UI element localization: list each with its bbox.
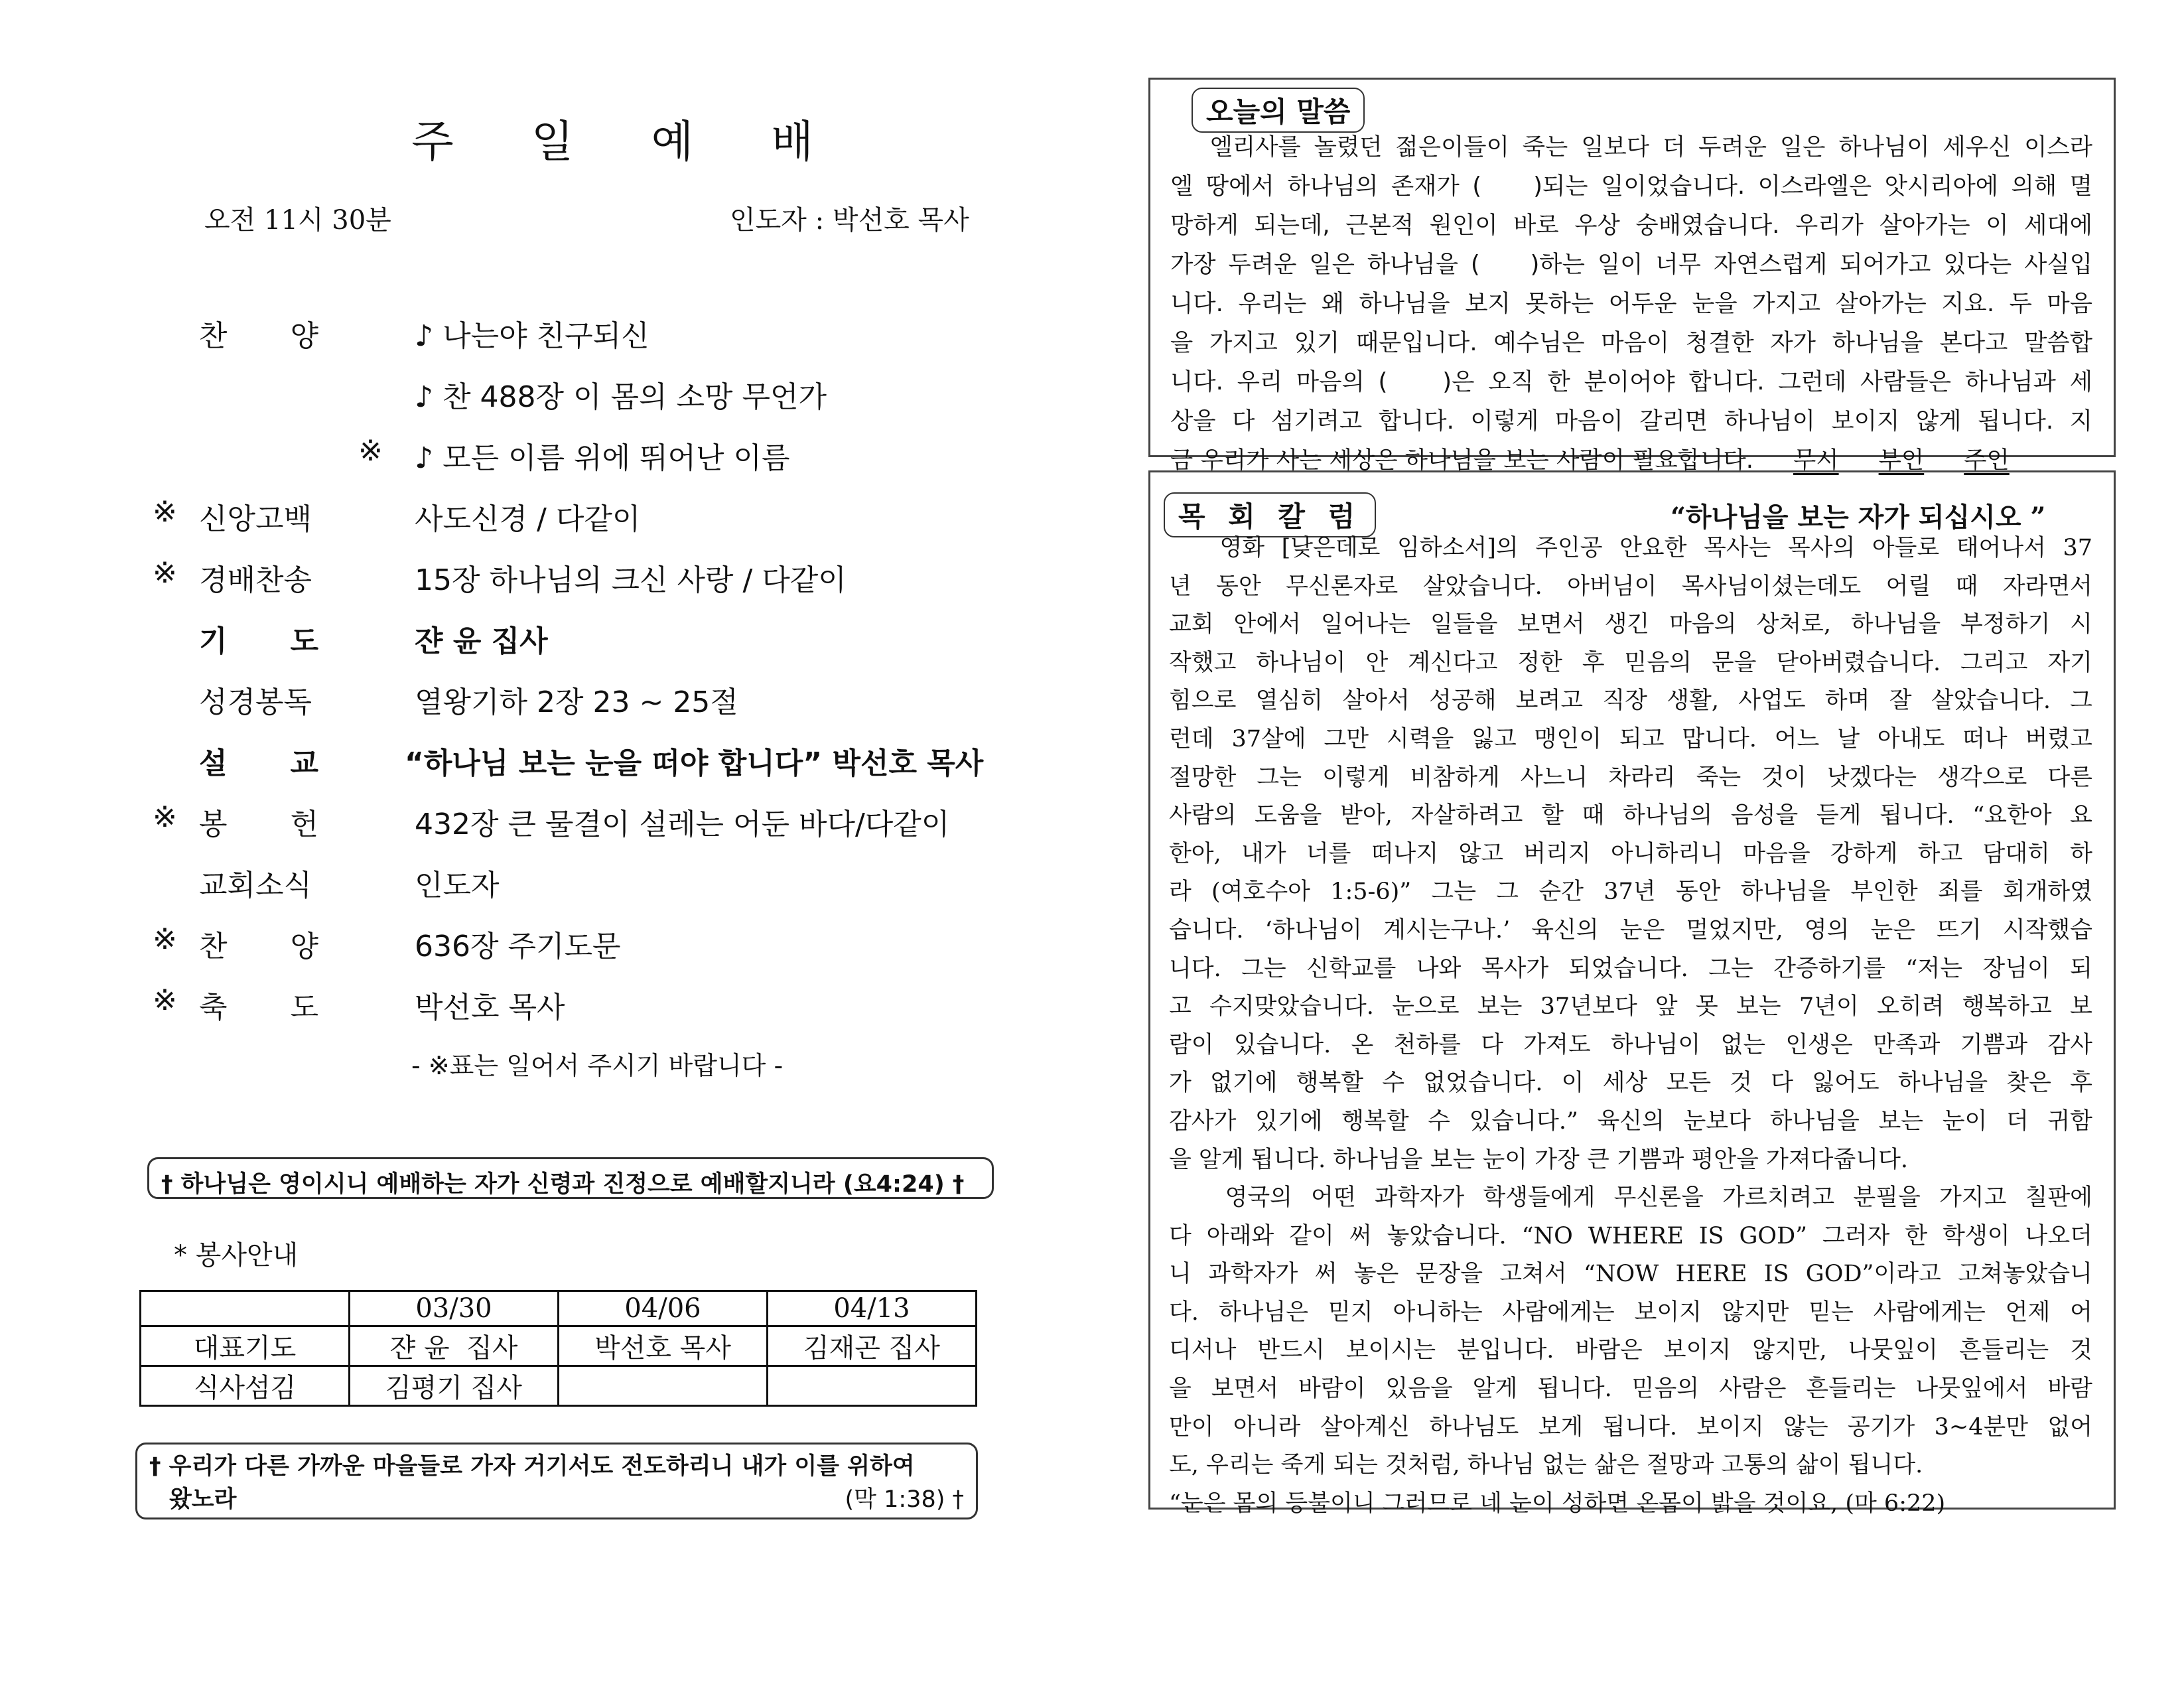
table-cell — [768, 1366, 977, 1406]
order-label-part: 설 — [199, 746, 228, 780]
text-line: 니다. 우리는 왜 하나님을 보지 못하는 어두운 눈을 가지고 살아가는 지요. 두 마음 — [1170, 290, 2092, 317]
text-line: 라 (여호수아 1:5-6)” 그는 그 순간 37년 동안 하나님을 부인한 죄를 회개하였 — [1169, 879, 2092, 906]
order-value: ♪ 찬 488장 이 몸의 소망 무언가 — [415, 380, 827, 414]
order-label-part: 신앙고백 — [199, 502, 312, 536]
table-cell: 박선호 목사 — [559, 1326, 768, 1366]
order-item — [153, 556, 1081, 596]
order-item — [153, 617, 1081, 657]
order-label — [199, 617, 318, 660]
text-line: 영화 [낮은데로 임하소서]의 주인공 안요한 목사는 목사의 아들로 태어나서 37 — [1169, 535, 2092, 561]
table-header-row — [141, 1291, 977, 1326]
text-line: 을 가지고 있기 때문입니다. 예수님은 마음이 청결한 자가 하나님을 본다고 말씀합 — [1170, 329, 2092, 356]
order-label-part: 교회소식 — [199, 869, 312, 902]
text-line: 영국의 어떤 과학자가 학생들에게 무신론을 가르치려고 분필을 가지고 칠판에 — [1169, 1184, 2092, 1212]
order-label-part: 봉 — [199, 808, 228, 841]
order-label — [199, 983, 318, 1026]
text-line: 습니다. ‘하나님이 계시는구나.’ 육신의 눈은 멀었지만, 영의 눈은 뜨기 시작했습 — [1169, 916, 2092, 944]
order-label — [199, 861, 312, 904]
table-cell: 대표기도 — [141, 1326, 350, 1366]
scripture-verse-john — [147, 1157, 994, 1199]
text-line: 교회 안에서 일어나는 일들을 보면서 생긴 마음의 상처로, 하나님을 부정하기 시 — [1169, 611, 2092, 638]
standing-mark: ※ — [153, 922, 177, 956]
text-line: 을 보면서 바람이 있음을 알게 됩니다. 믿음의 사람은 흔들리는 나뭇잎에서 바람 — [1169, 1375, 2092, 1403]
verse-text: † 하나님은 영이시니 예배하는 자가 신령과 진정으로 예배할지니라 (요4:24) † — [161, 1171, 965, 1198]
order-item — [153, 983, 1081, 1023]
text-line: 니 과학자가 써 놓은 문장을 고쳐서 “NOW HERE IS GOD”이라고 고쳐놓았습니 — [1169, 1261, 2092, 1288]
order-label-part: 교 — [290, 746, 318, 780]
order-item — [153, 312, 1081, 352]
standing-mark: ※ — [153, 495, 177, 529]
table-cell: 쟌 윤 집사 — [350, 1326, 559, 1366]
scripture-verse-mark — [135, 1443, 978, 1519]
answer-choice: 무시 — [1793, 447, 1839, 474]
text-line: 엘리사를 놀렸던 젊은이들이 죽는 일보다 더 두려운 일은 하나님이 세우신 이스라 — [1170, 133, 2092, 161]
order-label — [199, 495, 312, 537]
order-item — [153, 495, 1081, 535]
header-cell — [141, 1291, 350, 1326]
order-value: ♪ 나는야 친구되신 — [415, 319, 649, 353]
order-item — [153, 434, 1081, 474]
text-line: 사람의 도움을 받아, 자살하려고 할 때 하나님의 음성을 듣게 됩니다. “요한아 요 — [1169, 802, 2092, 829]
header-cell: 04/13 — [768, 1291, 977, 1326]
text-line: 을 알게 됩니다. 하나님을 보는 눈이 가장 큰 기쁨과 평안을 가져다줍니다. — [1169, 1146, 1908, 1173]
text-line: “눈은 몸의 등불이니 그러므로 네 눈이 성하면 온몸이 밝을 것이요, (마 6:22) — [1169, 1490, 1946, 1517]
todays-word-text — [1170, 127, 2092, 480]
verse-line-2: 왔노라 — [169, 1486, 237, 1513]
table-cell: 김재곤 집사 — [768, 1326, 977, 1366]
todays-word-tag: 오늘의 말씀 — [1192, 88, 1365, 133]
service-leader: 인도자 : 박선호 목사 — [730, 205, 969, 236]
order-value: 박선호 목사 — [415, 991, 565, 1024]
text-line: 다. 하나님은 믿지 아니하는 사람에게는 보이지 않지만 믿는 사람에게는 언제 어 — [1169, 1299, 2092, 1326]
service-time: 오전 11시 30분 — [204, 205, 391, 236]
answer-choice: 부인 — [1878, 447, 1925, 474]
standing-mark: ※ — [153, 983, 177, 1017]
order-value: 인도자 — [415, 869, 500, 902]
text-line: 가 없기에 행복할 수 없었습니다. 이 세상 모든 것 다 잃어도 하나님을 찾은 후 — [1169, 1070, 2092, 1097]
order-item — [153, 373, 1081, 413]
text-line: 만이 아니라 살아계신 하나님도 보게 됩니다. 보이지 않는 공기가 3~4분만 없어 — [1169, 1413, 2092, 1441]
order-label — [199, 556, 312, 599]
text-line: 가장 두려운 일은 하나님을 ( )하는 일이 너무 자연스럽게 되어가고 있다는 사실입 — [1170, 251, 2092, 278]
order-value: “하나님 보는 눈을 떠야 합니다” 박선호 목사 — [405, 746, 984, 780]
table-cell — [559, 1366, 768, 1406]
order-item — [153, 922, 1081, 962]
order-item — [153, 800, 1081, 840]
text-line: 람이 있습니다. 온 천하를 다 가져도 하나님이 없는 인생은 만족과 기쁨과 감사 — [1169, 1031, 2092, 1058]
text-line: 고 수지맞았습니다. 눈으로 보는 37년보다 앞 못 보는 7년이 오히려 행복하고 보 — [1169, 993, 2092, 1021]
order-value: 432장 큰 물결이 설레는 어둔 바다/다같이 — [415, 808, 950, 841]
text-line: 니다. 그는 신학교를 나와 목사가 되었습니다. 그는 간증하기를 “저는 장님이 되 — [1169, 955, 2092, 982]
standing-notice: - ※표는 일어서 주시기 바랍니다 - — [411, 1051, 784, 1080]
text-line: 도, 우리는 죽게 되는 것처럼, 하나님 없는 삶은 절망과 고통의 삶이 됩니다. — [1169, 1452, 1923, 1479]
text-line: 상을 다 섬기려고 합니다. 이렇게 마음이 갈리면 하나님이 보이지 않게 됩니다. 지 — [1170, 407, 2092, 435]
pastoral-column-text — [1169, 529, 2092, 1523]
text-line: 작했고 하나님이 안 계신다고 정한 후 믿음의 문을 닫아버렸습니다. 그리고 자기 — [1169, 649, 2092, 676]
order-label — [199, 312, 318, 354]
order-label-part: 성경봉독 — [199, 685, 312, 719]
order-label-part: 찬 — [199, 930, 228, 963]
text-line: 절망한 그는 이렇게 비참하게 사느니 차라리 죽는 것이 낫겠다는 생각으로 다른 — [1169, 764, 2092, 791]
order-item — [153, 678, 1081, 718]
verse-line-1: † 우리가 다른 가까운 마을들로 가자 거기서도 전도하리니 내가 이를 위하여 — [149, 1453, 915, 1480]
order-item — [153, 861, 1081, 901]
table-cell: 식사섬김 — [141, 1366, 350, 1406]
order-label-part: 축 — [199, 991, 228, 1024]
text-line: 엘 땅에서 하나님의 존재가 ( )되는 일이었습니다. 이스라엘은 앗시리아에 의해 멸 — [1170, 173, 2092, 200]
order-label — [199, 922, 318, 965]
standing-mark: ※ — [358, 434, 383, 468]
order-label — [199, 678, 312, 721]
page-title: 주 일 예 배 — [411, 116, 845, 167]
order-label — [199, 739, 318, 782]
order-label-part: 경배찬송 — [199, 563, 312, 597]
text-line: 다 아래와 같이 써 놓았습니다. “NO WHERE IS GOD” 그러자 한 학생이 나오더 — [1169, 1222, 2092, 1249]
text-line: 한아, 내가 너를 떠나지 않고 버리지 아니하리니 마음을 강하게 하고 담대히 하 — [1169, 840, 2092, 867]
verse-reference: (막 1:38) † — [845, 1486, 964, 1513]
order-label-part: 도 — [290, 624, 318, 658]
order-value: 열왕기하 2장 23 ~ 25절 — [415, 685, 738, 719]
answer-choice: 주인 — [1964, 447, 2010, 474]
order-label-part: 헌 — [290, 808, 318, 841]
pastoral-column-tag: 목 회 칼 럼 — [1164, 492, 1376, 537]
text-line: 런데 37살에 그만 시력을 잃고 맹인이 되고 맙니다. 어느 날 아내도 떠나 버렸고 — [1169, 725, 2092, 752]
text-line: 니다. 우리 마음의 ( )은 오직 한 분이어야 합니다. 그런데 사람들은 하나님과 세 — [1170, 368, 2092, 395]
order-value: 쟌 윤 집사 — [415, 624, 548, 658]
text-line-content: 금 우리가 사는 세상은 하나님을 보는 사람이 필요합니다. — [1170, 447, 1754, 474]
table-row — [141, 1326, 977, 1366]
order-label-part: 기 — [199, 624, 228, 658]
table-row — [141, 1366, 977, 1406]
order-value: 15장 하나님의 크신 사랑 / 다같이 — [415, 563, 847, 597]
order-label — [199, 800, 318, 843]
text-line: 디서나 반드시 보이시는 분입니다. 바람은 보이지 않지만, 나뭇잎이 흔들리는 것 — [1169, 1337, 2092, 1364]
order-label-part: 양 — [290, 930, 318, 963]
standing-mark: ※ — [153, 800, 177, 834]
order-label-part: 양 — [290, 319, 318, 353]
standing-mark: ※ — [153, 556, 177, 590]
header-cell: 04/06 — [559, 1291, 768, 1326]
service-schedule-table — [139, 1290, 977, 1407]
text-line: 년 동안 무신론자로 살았습니다. 아버님이 목사님이셨는데도 어릴 때 자라면서 — [1169, 573, 2092, 600]
header-cell: 03/30 — [350, 1291, 559, 1326]
text-line: 힘으로 열심히 살아서 성공해 보려고 직장 생활, 사업도 하며 잘 살았습니다. 그 — [1169, 687, 2092, 715]
text-line: 망하게 되는데, 근본적 원인이 바로 우상 숭배였습니다. 우리가 살아가는 이 세대에 — [1170, 212, 2092, 239]
order-item — [153, 739, 1081, 779]
todays-word-panel — [1148, 78, 2116, 474]
order-value: 사도신경 / 다같이 — [415, 502, 641, 536]
table-cell: 김평기 집사 — [350, 1366, 559, 1406]
text-line: 감사가 있기에 행복할 수 있습니다.” 육신의 눈보다 하나님을 보는 눈이 더 귀함 — [1169, 1107, 2092, 1135]
column-title: “하나님을 보는 자가 되십시오 ” — [1671, 502, 2046, 533]
order-label-part: 도 — [290, 991, 318, 1024]
order-value: ♪ 모든 이름 위에 뛰어난 이름 — [415, 441, 790, 475]
order-value: 636장 주기도문 — [415, 930, 621, 963]
service-guide-title: * 봉사안내 — [174, 1240, 299, 1271]
order-label-part: 찬 — [199, 319, 228, 353]
